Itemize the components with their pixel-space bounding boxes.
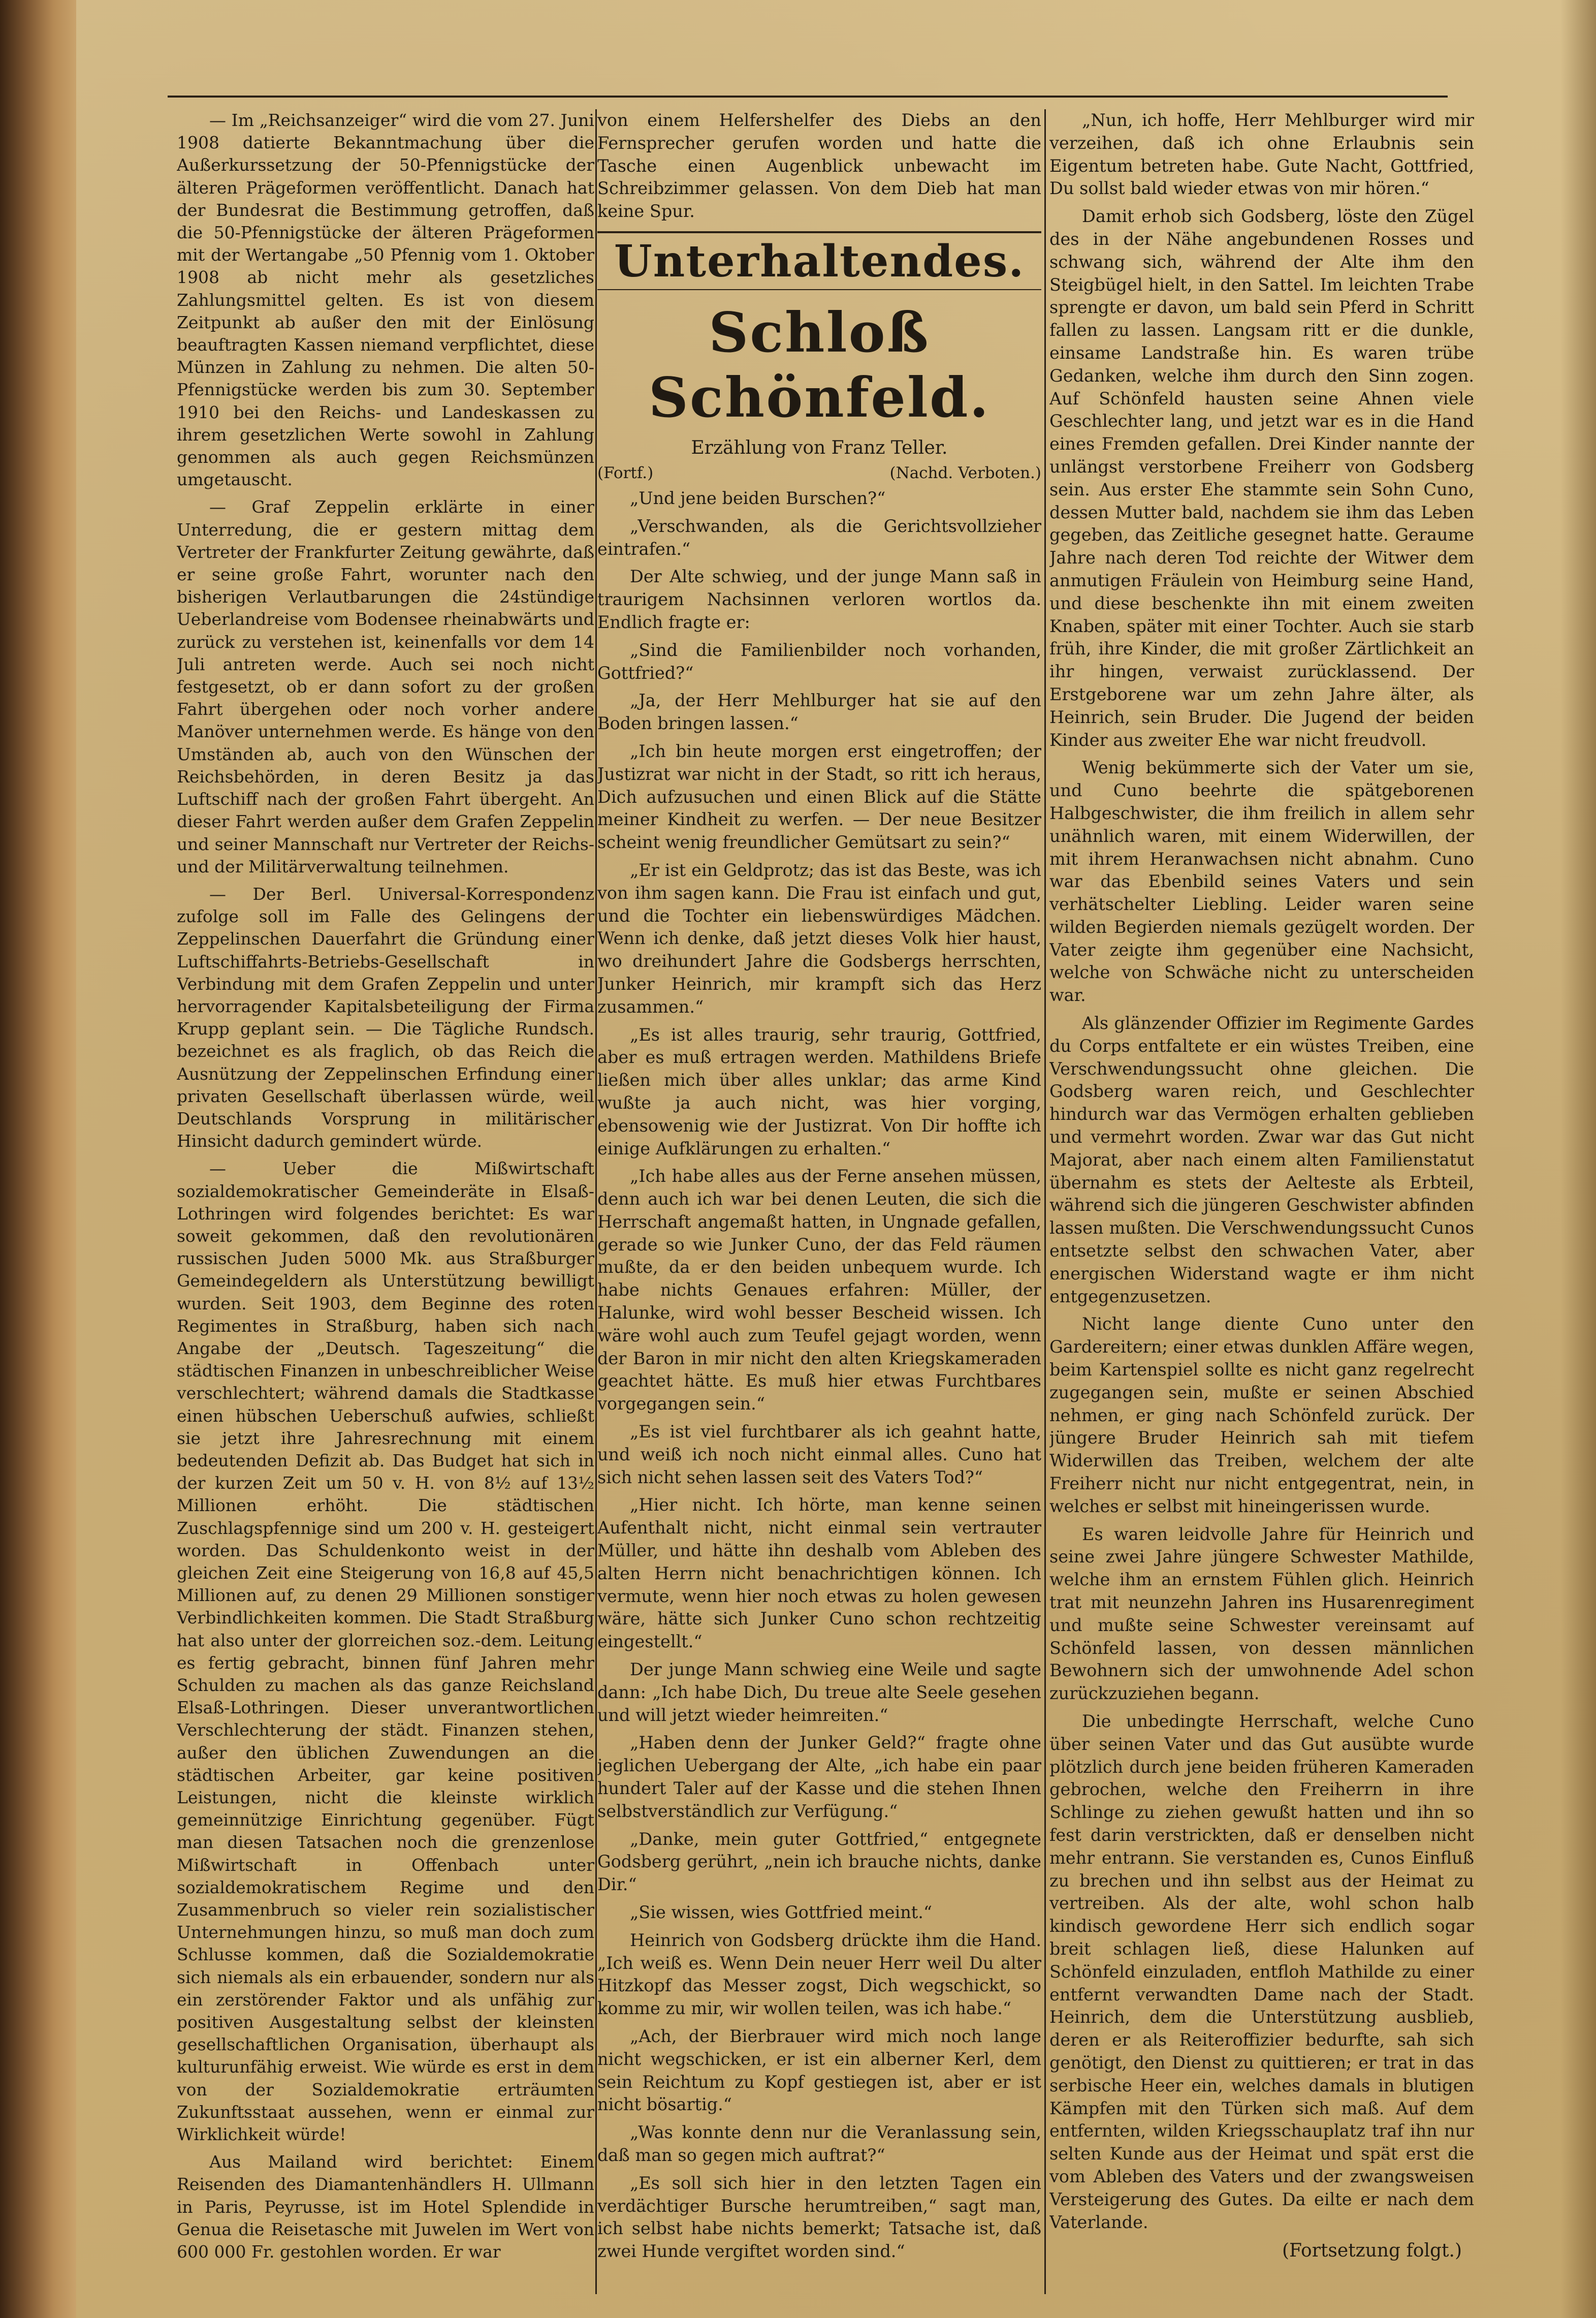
to-be-continued-note: (Fortsetzung folgt.) [1282,2240,1462,2262]
news-item-continuation: von einem Helfershelfer des Diebs an den Fernsprecher gerufen worden und hatte die Tasche einen Augenblick unbewacht im Schreibzimmer gelassen. Von dem Dieb hat man keine Spur. [597,110,1041,222]
reprint-note: (Nachd. Verboten.) [889,463,1041,482]
story-paragraph: „Ich habe alles aus der Ferne ansehen müssen, denn auch ich war bei denen Leuten, die sich die Herrschaft angemaßt hatten, in Ungnade gefallen, gerade so wie Junker Cuno, der das Feld räumen mußte, da er den beiden unbequem wurde. Ich habe nichts Genaues erfahren: Müller, der Halunke, wird wohl besser Bescheid wissen. Ich wäre wohl auch zum Teufel gejagt worden, wenn der Baron in mir nicht den alten Kriegskameraden geachtet hätte. Es muß hier etwas Furchtbares vorgegangen sein.“ [597,1166,1041,1414]
story-paragraph: Damit erhob sich Godsberg, löste den Zügel des in der Nähe angebundenen Rosses und schwang sich, während der Alte ihm den Steigbügel hielt, in den Sattel. Im leichten Trabe sprengte er davon, um bald sein Pferd in Schritt fallen zu lassen. Langsam ritt er die dunkle, einsame Landstraße hin. Es waren trübe Gedanken, welche ihm durch den Sinn zogen. Auf Schönfeld hausten seine Ahnen viele Geschlechter lang, und jetzt war es in die Hand eines Fremden gefallen. Drei Kinder nannte der unlängst verstorbene Freiherr von Godsberg sein. Aus erster Ehe stammte sein Sohn Cuno, dessen Mutter bald, nachdem sie ihm das Leben gegeben, das Zeitliche gesegnet hatte. Geraume Jahre nach deren Tod reichte der Witwer dem anmutigen Fräulein von Heimburg seine Hand, und diese beschenkte ihn mit einem zweiten Knaben, später mit einer Tochter. Auch sie starb früh, ihre Kinder, die mit großer Zärtlichkeit an ihr hingen, verwaist zurücklassend. Der Erstgeborene war um zehn Jahre älter, als Heinrich, sein Bruder. Die Jugend der beiden Kinder aus zweiter Ehe war nicht freudvoll. [1049,206,1474,750]
news-item-reichsanzeiger: — Im „Reichsanzeiger“ wird die vom 27. Juni 1908 datierte Bekanntmachung über die Außerkurssetzung der 50-Pfennigstücke der älteren Prägeformen veröffentlicht. Danach hat der Bundesrat die Bestimmung getroffen, daß die 50-Pfennigstücke der älteren Prägeformen mit der Wertangabe „50 Pfennig vom 1. Oktober 1908 ab nicht mehr als gesetzliches Zahlungsmittel gelten. Es ist von diesem Zeitpunkt ab außer den mit der Einlösung beauftragten Kassen niemand verpflichtet, diese Münzen in Zahlung zu nehmen. Die alten 50-Pfennigstücke werden bis zum 30. September 1910 bei den Reichs- und Landeskassen zu ihrem gesetzlichen Werte sowohl in Zahlung genommen als auch gegen Reichsmünzen umgetauscht. [177,110,594,490]
story-title: Schloß Schönfeld. [648,300,991,430]
column-rule-2 [1044,109,1046,2294]
story-paragraph: Die unbedingte Herrschaft, welche Cuno über seinen Vater und das Gut ausübte wurde plötzlich durch jene beiden früheren Kameraden gebrochen, welche den Freiherrn in ihre Schlinge zu ziehen gewußt hatten und ihn so fest darin verstrickten, daß er denselben nicht mehr entrann. Sie verstanden es, Cunos Einfluß zu brechen und ihn selbst aus der Heimat zu vertreiben. Als der alte, wohl schon halb kindisch gewordene Herr sich endlich sogar breit schlagen ließ, diese Halunken auf Schönfeld einzuladen, entfloh Mathilde zu einer entfernt verwandten Dame nach der Stadt. Heinrich, dem die Unterstützung ausblieb, deren er als Reiteroffizier bedurfte, sah sich genötigt, den Dienst zu quittieren; er trat in das serbische Heer ein, welches damals in blutigen Kämpfen mit den Türken sich maß. Auf dem entfernten, wilden Kriegsschauplatz traf ihn nur selten Kunde aus der Heimat und spät erst die vom Ableben des Vaters und der zwangsweisen Versteigerung des Gutes. Da eilte er nach dem Vaterlande. [1049,1711,1474,2232]
story-paragraph: „Was konnte denn nur die Veranlassung sein, daß man so gegen mich auftrat?“ [597,2122,1041,2165]
page-edge-shadow [1560,0,1596,2318]
story-meta [597,462,1041,484]
top-rule [168,96,1448,98]
section-title: Unterhaltendes. [614,235,1025,287]
story-paragraph: „Nun, ich hoffe, Herr Mehlburger wird mir verzeihen, daß ich ohne Erlaubnis sein Eigentum betreten habe. Gute Nacht, Gottfried, Du sollst bald wieder etwas von mir hören.“ [1049,110,1474,199]
story-paragraph: „Und jene beiden Burschen?“ [630,488,886,508]
column-rule-1 [595,109,597,2294]
story-paragraph: „Haben denn der Junker Geld?“ fragte ohne jeglichen Uebergang der Alte, „ich habe ein paar hundert Taler auf der Kasse und die stehen Ihnen selbstverständlich zur Verfügung.“ [597,1733,1041,1821]
story-paragraph: „Ja, der Herr Mehlburger hat sie auf den Boden bringen lassen.“ [597,691,1041,734]
news-item-mailand: Aus Mailand wird berichtet: Einem Reisenden des Diamantenhändlers H. Ullmann in Paris, Peyrusse, ist im Hotel Splendide in Genua die Reisetasche mit Juwelen im Wert von 600 000 Fr. gestohlen worden. Er war [177,2152,594,2262]
column-feuilleton-start [597,109,1041,2284]
story-text-part1 [597,487,1041,2263]
story-paragraph: Nicht lange diente Cuno unter den Gardereitern; einer etwas dunklen Affäre wegen, beim Kartenspiel sollte es nicht ganz regelrecht zugegangen sein, mußte er seinen Abschied nehmen, er ging nach Schönfeld zurück. Der jüngere Bruder Heinrich sah mit tiefem Widerwillen das Treiben, welchem der alte Freiherr nicht nur nicht entgegentrat, nein, in welches er selbst mit hineingerissen wurde. [1049,1314,1474,1516]
column-feuilleton-continued [1049,109,1474,2284]
story-paragraph: „Hier nicht. Ich hörte, man kenne seinen Aufenthalt nicht, nicht einmal sein vertrauter Müller, und hätte ihn deshalb vom Ableben des alten Herrn nicht benachrichtigen können. Ich vermute, wenn hier noch etwas zu holen gewesen wäre, hätte sich Junker Cuno schon rechtzeitig eingestellt.“ [597,1495,1041,1652]
story-paragraph: „Es soll sich hier in den letzten Tagen ein verdächtiger Bursche herumtreiben,“ sagt man, ich selbst habe nichts bemerkt; Tatsache ist, daß zwei Hunde vergiftet worden sind.“ [597,2173,1041,2262]
story-paragraph: „Danke, mein guter Gottfried,“ entgegnete Godsberg gerührt, „nein ich brauche nichts, danke Dir.“ [597,1829,1041,1895]
story-paragraph: „Es ist alles traurig, sehr traurig, Gottfried, aber es muß ertragen werden. Mathildens Briefe ließen mich über alles unklar; das arme Kind wußte ja auch nicht, was hier vorging, ebensowenig wie der Justizrat. Von Dir hoffte ich einige Aufklärungen zu erhalten.“ [597,1024,1041,1158]
column-news [177,109,594,2284]
story-paragraph: „Es ist viel furchtbarer als ich geahnt hatte, und weiß ich noch nicht einmal alles. Cuno hat sich nicht sehen lassen seit des Vaters Tod?“ [597,1422,1041,1487]
story-paragraph: „Verschwanden, als die Gerichtsvollzieher eintrafen.“ [597,516,1041,559]
story-paragraph: Es waren leidvolle Jahre für Heinrich und seine zwei Jahre jüngere Schwester Mathilde, welche ihm an ernstem Fühlen glich. Heinrich trat mit neunzehn Jahren ins Husarenregiment und mußte seine Schwester vereinsamt auf Schönfeld lassen, von dessen männlichen Bewohnern sich der umwohnende Adel schon zurückzuziehen begann. [1049,1524,1474,1704]
section-rule-thin [597,289,1041,290]
story-paragraph: „Er ist ein Geldprotz; das ist das Beste, was ich von ihm sagen kann. Die Frau ist einfach und gut, und die Tochter ein liebenswürdiges Mädchen. Wenn ich denke, daß jetzt dieses Volk hier haust, wo dreihundert Jahre die Godsbergs herrschten, Junker Heinrich, mir krampft sich das Herz zusammen.“ [597,860,1041,1017]
story-byline: Erzählung von Franz Teller. [691,437,948,458]
story-paragraph: Der Alte schwieg, und der junge Mann saß in traurigem Nachsinnen verloren wortlos da. Endlich fragte er: [597,567,1041,632]
news-item-luftschiffahrt: — Der Berl. Universal-Korrespondenz zufolge soll im Falle des Gelingens der Zeppelinschen Dauerfahrt die Gründung einer Luftschiffahrts-Betriebs-Gesellschaft in Verbindung mit dem Grafen Zeppelin und unter hervorragender Kapitalsbeteiligung der Firma Krupp geplant sein. — Die Tägliche Rundsch. bezeichnet es als fraglich, ob das Reich die Ausnützung der Zeppelinschen Erfindung einer privaten Gesellschaft überlassen würde, weil Deutschlands Vorsprung in militärischer Hinsicht dadurch gemindert würde. [177,884,594,1151]
book-binding [0,0,76,2318]
continuation-note: (Fortf.) [597,463,654,482]
news-item-strassburg: — Ueber die Mißwirtschaft sozialdemokratischer Gemeinderäte in Elsaß-Lothringen wird folgendes berichtet: Es war soweit gekommen, daß den revolutionären russischen Juden 5000 Mk. aus Straßburger Gemeindegeldern als Unterstützung bewilligt wurden. Seit 1903, dem Beginne des roten Regimentes in Straßburg, haben sich nach Angabe der „Deutsch. Tageszeitung“ die städtischen Finanzen in unbeschreiblicher Weise verschlechtert; während damals die Stadtkasse einen hübschen Ueberschuß aufwies, schließt sie jetzt ihre Jahresrechnung mit einem bedeutenden Defizit ab. Das Budget hat sich in der kurzen Zeit um 50 v. H. von 8½ auf 13½ Millionen erhöht. Die städtischen Zuschlagspfennige sind um 200 v. H. gesteigert worden. Das Schuldenkonto weist in der gleichen Zeit eine Steigerung von 16,8 auf 45,5 Millionen auf, zu denen 29 Millionen sonstiger Verbindlichkeiten kommen. Die Stadt Straßburg hat also unter der glorreichen soz.-dem. Leitung es fertig gebracht, binnen fünf Jahren mehr Schulden zu machen als das ganze Reichsland Elsaß-Lothringen. Dieser unverantwortlichen Verschlechterung der städt. Finanzen stehen, außer den üblichen Zuwendungen an die städtischen Arbeiter, gar keine positiven Leistungen, nicht die kleinste wirklich gemeinnützige Einrichtung gegenüber. Fügt man diesen Tatsachen noch die grenzenlose Mißwirtschaft in Offenbach unter sozialdemokratischem Regime und den Zusammenbruch so vieler rein sozialistischer Unternehmungen hinzu, so muß man doch zum Schlusse kommen, daß die Sozialdemokratie sich niemals als ein erbauender, sondern nur als ein zerstörender Faktor und als unfähig zur positiven Ausgestaltung selbst der kleinsten gesellschaftlichen Organisation, überhaupt als kulturunfähig erweist. Wie würde es erst in dem von der Sozialdemokratie erträumten Zukunftsstaat aussehen, wenn er einmal zur Wirklichkeit würde! [177,1158,594,2145]
story-paragraph: Heinrich von Godsberg drückte ihm die Hand. „Ich weiß es. Wenn Dein neuer Herr weil Du alter Hitzkopf das Messer zogst, Dich wegschickt, so komme zu mir, wir wollen teilen, was ich habe.“ [597,1930,1041,2019]
story-paragraph: „Ach, der Bierbrauer wird mich noch lange nicht wegschicken, er ist ein alberner Kerl, dem sein Reichtum zu Kopf gestiegen ist, aber er ist nicht bösartig.“ [597,2026,1041,2115]
story-paragraph: „Sie wissen, wies Gottfried meint.“ [630,1902,933,1922]
story-paragraph: „Ich bin heute morgen erst eingetroffen; der Justizrat war nicht in der Stadt, so ritt ich heraus, Dich aufzusuchen und einen Blick auf die Stätte meiner Kindheit zu werfen. — Der neue Besitzer scheint wenig freundlicher Gemütsart zu sein?“ [597,741,1041,853]
story-paragraph: Wenig bekümmerte sich der Vater um sie, und Cuno beehrte die spätgeborenen Halbgeschwister, die ihm freilich in allem sehr unähnlich waren, mit einem Widerwillen, der mit ihrem Heranwachsen nicht abnahm. Cuno war das Ebenbild seines Vaters und sein verhätschelter Liebling. Leider waren seine wilden Begierden niemals gezügelt worden. Der Vater zeigte ihm gegenüber eine Nachsicht, welche von Schwäche nicht zu unterscheiden war. [1049,758,1474,1006]
story-paragraph: Als glänzender Offizier im Regimente Gardes du Corps entfaltete er ein wüstes Treiben, eine Verschwendungssucht ohne gleichen. Die Godsberg waren reich, und Geschlechter hindurch war das Vermögen erhalten geblieben und vermehrt worden. Zwar war das Gut nicht Majorat, aber nach einem alten Familienstatut übernahm es stets der Aelteste als Erbteil, während sich die jüngeren Geschwister abfinden lassen mußten. Die Verschwendungssucht Cunos entsetzte selbst den schwachen Vater, aber energischen Widerstand wagte er ihm nicht entgegenzusetzen. [1049,1013,1474,1306]
story-paragraph: Der junge Mann schwieg eine Weile und sagte dann: „Ich habe Dich, Du treue alte Seele gesehen und will jetzt wieder heimreiten.“ [597,1659,1041,1725]
story-paragraph: „Sind die Familienbilder noch vorhanden, Gottfried?“ [597,640,1041,683]
news-item-zeppelin: — Graf Zeppelin erklärte in einer Unterredung, die er gestern mittag dem Vertreter der Frankfurter Zeitung gewährte, daß er seine große Fahrt, worunter nach den bisherigen Verlautbarungen die 24stündige Ueberlandreise vom Bodensee rheinabwärts und zurück zu verstehen ist, keinenfalls vor dem 14 Juli antreten werde. Auch sei noch nicht festgesetzt, ob er dann sofort zu der großen Fahrt übergehen oder noch vorher andere Manöver unternehmen werde. Es hänge von den Umständen ab, auch von den Wünschen der Reichsbehörden, in deren Besitz ja das Luftschiff nach der großen Fahrt übergeht. An dieser Fahrt werden außer dem Grafen Zeppelin und seiner Mannschaft nur Vertreter der Reichs- und der Militärverwaltung teilnehmen. [177,497,594,876]
section-rule [597,231,1041,233]
